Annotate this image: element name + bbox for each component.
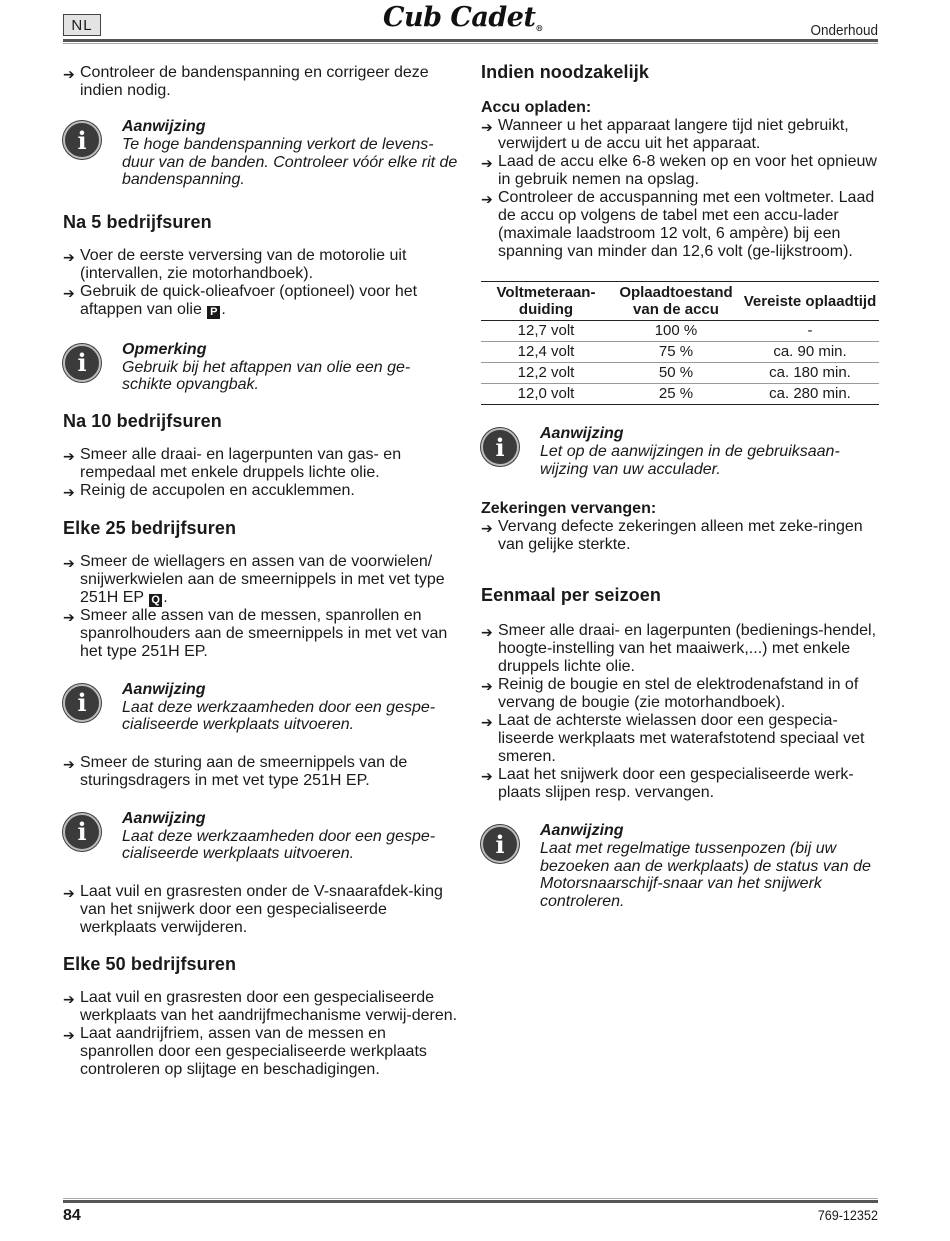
bullet-item: ➔ Smeer alle draai- en lagerpunten (bedienings-hendel, hoogte-instelling van het maaiwerk,...) met enkele druppels lichte olie. bbox=[481, 622, 877, 675]
bullet-item: ➔ Voer de eerste verversing van de motorolie uit (intervallen, zie motorhandboek). bbox=[63, 246, 407, 282]
arrow-icon: ➔ bbox=[63, 248, 75, 265]
arrow-icon: ➔ bbox=[481, 119, 493, 135]
table-row bbox=[481, 342, 879, 363]
bullet-item: ➔ Wanneer u het apparaat langere tijd niet gebruikt, verwijdert u de accu uit het apparaat. bbox=[481, 117, 849, 152]
table-row bbox=[481, 384, 879, 405]
note-text: Let op de aanwijzingen in de gebruiksaan-wijzing van uw acculader. bbox=[540, 443, 840, 478]
bullet-item: ➔ Smeer alle assen van de messen, spanrollen en spanrolhouders aan de smeernippels in met vet van het type 251H EP. bbox=[63, 606, 448, 660]
bullet-item: ➔ Smeer de wiellagers en assen van de voorwielen/ snijwerkwielen aan de smeernippels in met vet type 251H EP Q . bbox=[63, 552, 445, 606]
bullet-item: ➔ Laad de accu elke 6-8 weken op en voor het opnieuw in gebruik nemen na opslag. bbox=[481, 153, 877, 188]
arrow-icon: ➔ bbox=[63, 990, 75, 1007]
table-cell: 12,2 volt bbox=[481, 363, 611, 384]
table-cell: ca. 280 min. bbox=[741, 384, 879, 405]
note-block bbox=[63, 810, 458, 863]
info-icon: i bbox=[481, 825, 519, 863]
arrow-icon: ➔ bbox=[63, 483, 75, 500]
table-cell: ca. 180 min. bbox=[741, 363, 879, 384]
section-heading: Elke 50 bedrijfsuren bbox=[63, 953, 237, 974]
table-cell: 12,4 volt bbox=[481, 342, 611, 363]
info-icon: i bbox=[63, 813, 101, 851]
language-badge: NL bbox=[63, 14, 101, 36]
note-block bbox=[481, 425, 879, 478]
note-block bbox=[63, 341, 458, 394]
info-icon: i bbox=[63, 121, 101, 159]
table-cell: - bbox=[741, 321, 879, 342]
bullet-item: ➔ Laat de achterste wielassen door een gespecia-liseerde werkplaats met waterafstotend speciaal vet smeren. bbox=[481, 712, 865, 765]
arrow-icon: ➔ bbox=[63, 608, 75, 625]
footer-rule-thin bbox=[63, 1198, 878, 1199]
bullet-item: ➔ Reinig de accupolen en accuklemmen. bbox=[63, 481, 355, 500]
table-header-cell: Oplaadtoestand van de accu bbox=[611, 282, 741, 321]
info-icon: i bbox=[63, 684, 101, 722]
figure-ref-icon: Q bbox=[149, 594, 162, 607]
subheading: Accu opladen: bbox=[481, 99, 592, 116]
header-rule bbox=[63, 39, 878, 42]
bullet-item: ➔ Smeer alle draai- en lagerpunten van gas- en rempedaal met enkele druppels lichte olie. bbox=[63, 445, 402, 481]
arrow-icon: ➔ bbox=[63, 755, 75, 772]
bullet-item: ➔ Laat vuil en grasresten door een gespecialiseerde werkplaats van het aandrijfmechanisme verwij-deren. bbox=[63, 988, 458, 1024]
note-title: Aanwijzing bbox=[540, 822, 624, 839]
note-block bbox=[481, 822, 879, 910]
note-block bbox=[63, 681, 458, 734]
charge-table bbox=[481, 281, 879, 405]
section-label: Onderhoud bbox=[810, 22, 878, 39]
bullet-item: ➔ Controleer de accuspanning met een voltmeter. Laad de accu op volgens de tabel met een accu-lader (maximale laadstroom 12 volt, 6 ampère) bij een spanning van minder dan 12,6 volt (ge-lijkstroom). bbox=[481, 189, 875, 260]
table-cell: ca. 90 min. bbox=[741, 342, 879, 363]
bullet-item: ➔ Smeer de sturing aan de smeernippels van de sturingsdragers in met vet type 251H EP. bbox=[63, 753, 408, 789]
arrow-icon: ➔ bbox=[481, 714, 493, 730]
bullet-item: ➔ Gebruik de quick-olieafvoer (optioneel) voor het aftappen van olie P . bbox=[63, 282, 418, 318]
table-cell: 12,0 volt bbox=[481, 384, 611, 405]
note-text: Gebruik bij het aftappen van olie een ge-schikte opvangbak. bbox=[122, 358, 411, 393]
arrow-icon: ➔ bbox=[63, 884, 75, 901]
table-cell: 50 % bbox=[611, 363, 741, 384]
note-title: Aanwijzing bbox=[122, 118, 206, 135]
bullet-item: ➔ Laat het snijwerk door een gespecialiseerde werk-plaats slijpen resp. vervangen. bbox=[481, 766, 854, 801]
page-number: 84 bbox=[63, 1207, 81, 1224]
arrow-icon: ➔ bbox=[481, 624, 493, 640]
note-text: Laat deze werkzaamheden door een gespe-cialiseerde werkplaats uitvoeren. bbox=[122, 698, 436, 733]
info-icon: i bbox=[481, 428, 519, 466]
note-title: Aanwijzing bbox=[122, 809, 206, 827]
table-cell: 75 % bbox=[611, 342, 741, 363]
table-cell: 25 % bbox=[611, 384, 741, 405]
subheading: Zekeringen vervangen: bbox=[481, 500, 657, 517]
brand-logo: Cub Cadet® bbox=[383, 2, 543, 33]
arrow-icon: ➔ bbox=[63, 66, 75, 82]
note-title: Aanwijzing bbox=[122, 680, 206, 698]
footer-rule bbox=[63, 1200, 878, 1203]
table-row bbox=[481, 363, 879, 384]
header-rule-thin bbox=[63, 43, 878, 44]
left-column bbox=[63, 60, 458, 1079]
arrow-icon: ➔ bbox=[481, 520, 493, 536]
document-number: 769-12352 bbox=[817, 1207, 878, 1223]
arrow-icon: ➔ bbox=[481, 191, 493, 207]
arrow-icon: ➔ bbox=[481, 768, 493, 784]
arrow-icon: ➔ bbox=[481, 678, 493, 694]
arrow-icon: ➔ bbox=[63, 554, 75, 571]
bullet-item: ➔ Reinig de bougie en stel de elektrodenafstand in of vervang de bougie (zie motorhandboek). bbox=[481, 676, 859, 711]
section-heading: Indien noodzakelijk bbox=[481, 62, 649, 82]
arrow-icon: ➔ bbox=[63, 447, 75, 464]
table-header-cell: Voltmeteraan-duiding bbox=[481, 282, 611, 321]
arrow-icon: ➔ bbox=[481, 155, 493, 171]
note-text: Te hoge bandenspanning verkort de levens-duur van de banden. Controleer vóór elke rit de bandenspanning. bbox=[122, 136, 458, 188]
section-heading: Elke 25 bedrijfsuren bbox=[63, 517, 237, 538]
note-title: Opmerking bbox=[122, 340, 207, 358]
table-header-row bbox=[481, 282, 879, 321]
arrow-icon: ➔ bbox=[63, 284, 75, 301]
bullet-item: ➔ Controleer de bandenspanning en corrigeer deze indien nodig. bbox=[63, 64, 429, 99]
table-cell: 12,7 volt bbox=[481, 321, 611, 342]
bullet-item: ➔ Laat vuil en grasresten onder de V-snaarafdek-king van het snijwerk door een gespecialiseerde werkplaats verwijderen. bbox=[63, 882, 443, 936]
section-heading: Na 10 bedrijfsuren bbox=[63, 410, 222, 431]
table-header-cell: Vereiste oplaadtijd bbox=[741, 282, 879, 321]
bullet-item: ➔ Vervang defecte zekeringen alleen met zeke-ringen van gelijke sterkte. bbox=[481, 518, 863, 553]
bullet-item: ➔ Laat aandrijfriem, assen van de messen en spanrollen door een gespecialiseerde werkplaats controleren op slijtage en beschadigingen. bbox=[63, 1024, 427, 1078]
note-text: Laat met regelmatige tussenpozen (bij uw bezoeken aan de werkplaats) de status van de Motorsnaarschijf-snaar van het snijwerk controleren. bbox=[540, 840, 871, 910]
note-text: Laat deze werkzaamheden door een gespe-cialiseerde werkplaats uitvoeren. bbox=[122, 827, 436, 862]
table-cell: 100 % bbox=[611, 321, 741, 342]
note-block bbox=[63, 118, 458, 189]
section-heading: Na 5 bedrijfsuren bbox=[63, 211, 212, 232]
arrow-icon: ➔ bbox=[63, 1026, 75, 1043]
note-title: Aanwijzing bbox=[540, 425, 624, 442]
section-heading: Eenmaal per seizoen bbox=[481, 585, 661, 605]
right-column bbox=[481, 60, 879, 910]
info-icon: i bbox=[63, 344, 101, 382]
table-row bbox=[481, 321, 879, 342]
figure-ref-icon: P bbox=[207, 306, 220, 319]
